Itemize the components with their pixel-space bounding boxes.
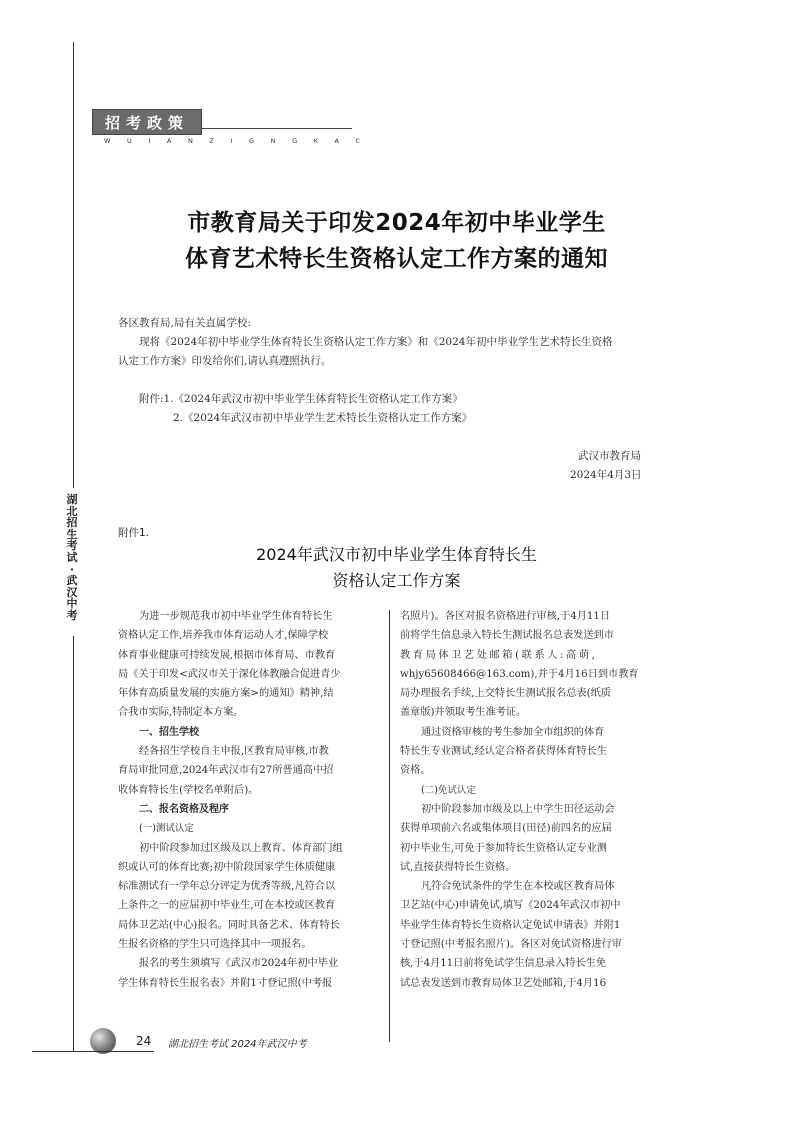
section-tag-label: 招考政策: [104, 113, 189, 132]
paragraph-line: 为进一步规范我市初中毕业学生体育特长生: [139, 611, 333, 622]
section-heading: 二、报名资格及程序: [139, 803, 229, 815]
notice-attachment-1: 附件:1.《2024年武汉市初中毕业学生体育特长生资格认定工作方案》: [139, 393, 463, 405]
notice-date: 2024年4月3日: [570, 469, 642, 481]
paragraph-line: 毕业学生体育特长生资格认定免试申请表》并附1: [400, 919, 621, 931]
paragraph-line: 生报名资格的学生只可选择其中一项报名。: [118, 939, 312, 951]
paragraph-line: 通过资格审核的考生参加全市组织的体育: [421, 726, 605, 738]
sidebar-char: 中: [66, 597, 78, 611]
footer-publication: 湖北招生考试 2024年武汉中考: [168, 1039, 307, 1050]
sidebar-char: 试: [66, 550, 78, 564]
sidebar-char: 湖: [66, 493, 78, 506]
sidebar-char: 生: [66, 527, 78, 541]
paragraph-line: whjy65608466@163.com),并于4月16日到市教育: [400, 668, 639, 680]
section-pinyin: WUIANZIGNGKAC: [104, 137, 377, 145]
section-tag: [92, 109, 202, 135]
paragraph-line: 学生体育特长生报名表》并附1寸登记照(中考报: [118, 977, 333, 989]
right-column: [400, 607, 658, 993]
notice-attachment-2: 2.《2024年武汉市初中毕业学生艺术特长生资格认定工作方案》: [173, 412, 473, 424]
paragraph-line: 卫艺站(中心)申请免试,填写《2024年武汉市初中: [400, 900, 621, 912]
paragraph-line: 织或认可的体育比赛;初中阶段国家学生体质健康: [118, 861, 336, 873]
sidebar-char: ·: [69, 562, 75, 576]
paragraph-line: 寸登记照(中考报名照片)。各区对免试资格进行审: [400, 939, 622, 951]
page-number: 24: [136, 1034, 152, 1048]
sidebar-char: 考: [66, 539, 78, 553]
sidebar-char: 武: [66, 574, 78, 588]
section-tag-rule: [202, 128, 352, 129]
paragraph-line: 局《关于印发<武汉市关于深化体教融合促进青少: [118, 668, 341, 680]
annex-title-line1: 2024年武汉市初中毕业学生体育特长生: [256, 545, 537, 564]
notice-issuer: 武汉市教育局: [578, 450, 641, 462]
paragraph-line: 标准测试有一学年总分评定为优秀等级,凡符合以: [118, 881, 336, 893]
subsection-heading: (二)免试认定: [421, 784, 476, 796]
annex-label: 附件1.: [118, 527, 150, 539]
notice-salutation: 各区教育局,局有关直属学校:: [118, 317, 251, 329]
paragraph-line: 教育局体卫艺处邮箱(联系人:高萌,: [400, 649, 598, 661]
paragraph-line: 盖章版)并领取考生准考证。: [400, 707, 527, 719]
paragraph-line: 特长生专业测试,经认定合格者获得体育特长生: [400, 746, 607, 758]
notice-body-line2: 认定工作方案》印发给你们,请认真遵照执行。: [118, 355, 332, 367]
paragraph-line: 资格。: [400, 765, 431, 777]
paragraph-line: 育局审批同意,2024年武汉市有27所普通高中招: [118, 765, 334, 777]
notice-body-line1: 现将《2024年初中毕业学生体育特长生资格认定工作方案》和《2024年初中毕业学生艺术特长生资格: [139, 336, 613, 348]
paragraph-line: 局体卫艺站(中心)报名。同时具备艺术、体育特长: [118, 919, 340, 931]
paragraph-line: 经各招生学校自主申报,区教育局审核,市教: [139, 746, 329, 758]
paragraph-line: 获得单项前六名或集体项目(田径)前四名的应届: [400, 823, 612, 835]
paragraph-line: 试,直接获得特长生资格。: [400, 861, 516, 873]
paragraph-line: 初中阶段参加过区级及以上教育、体育部门组: [139, 842, 343, 854]
left-column: [118, 607, 380, 993]
subsection-heading: (一)测试认定: [139, 823, 194, 835]
sidebar-char: 考: [66, 608, 78, 622]
paragraph-line: 局办理报名手续,上交特长生测试报名总表(纸质: [400, 688, 611, 700]
sidebar-char: 北: [66, 504, 78, 518]
paragraph-line: 合我市实际,特制定本方案。: [118, 707, 244, 719]
paragraph-line: 前将学生信息录入特长生测试报名总表发送到市: [400, 630, 614, 642]
paragraph-line: 体育事业健康可持续发展,根据市体育局、市教育: [118, 649, 336, 661]
paragraph-line: 资格认定工作,培养我市体育运动人才,保障学校: [118, 630, 329, 642]
paragraph-line: 年体育高质量发展的实施方案>的通知》精神,结: [118, 688, 334, 700]
paragraph-line: 报名的考生须填写《武汉市2024年初中毕业: [139, 958, 339, 970]
paragraph-line: 试总表发送到市教育局体卫艺处邮箱,于4月16: [400, 977, 607, 989]
paragraph-line: 名照片)。各区对报名资格进行审核,于4月11日: [400, 611, 611, 622]
paragraph-line: 上条件之一的应届初中毕业生,可在本校或区教育: [118, 900, 336, 912]
footer-rule: [32, 1051, 154, 1052]
annex-title-line2: 资格认定工作方案: [332, 571, 461, 590]
sidebar-char: 汉: [66, 585, 78, 599]
paragraph-line: 收体育特长生(学校名单附后)。: [118, 784, 259, 796]
paragraph-line: 初中毕业生,可免于参加特长生资格认定专业测: [400, 842, 607, 854]
sidebar-char: 招: [66, 516, 78, 530]
notice-title-line2: 体育艺术特长生资格认定工作方案的通知: [185, 246, 608, 272]
paragraph-line: 初中阶段参加市级及以上中学生田径运动会: [421, 803, 615, 815]
section-heading: 一、招生学校: [139, 726, 199, 738]
column-divider: [389, 610, 390, 1042]
paragraph-line: 凡符合免试条件的学生在本校或区教育局体: [421, 881, 615, 893]
paragraph-line: 核,于4月11日前将免试学生信息录入特长生免: [400, 958, 607, 970]
notice-title-line1: 市教育局关于印发2024年初中毕业学生: [187, 210, 606, 236]
